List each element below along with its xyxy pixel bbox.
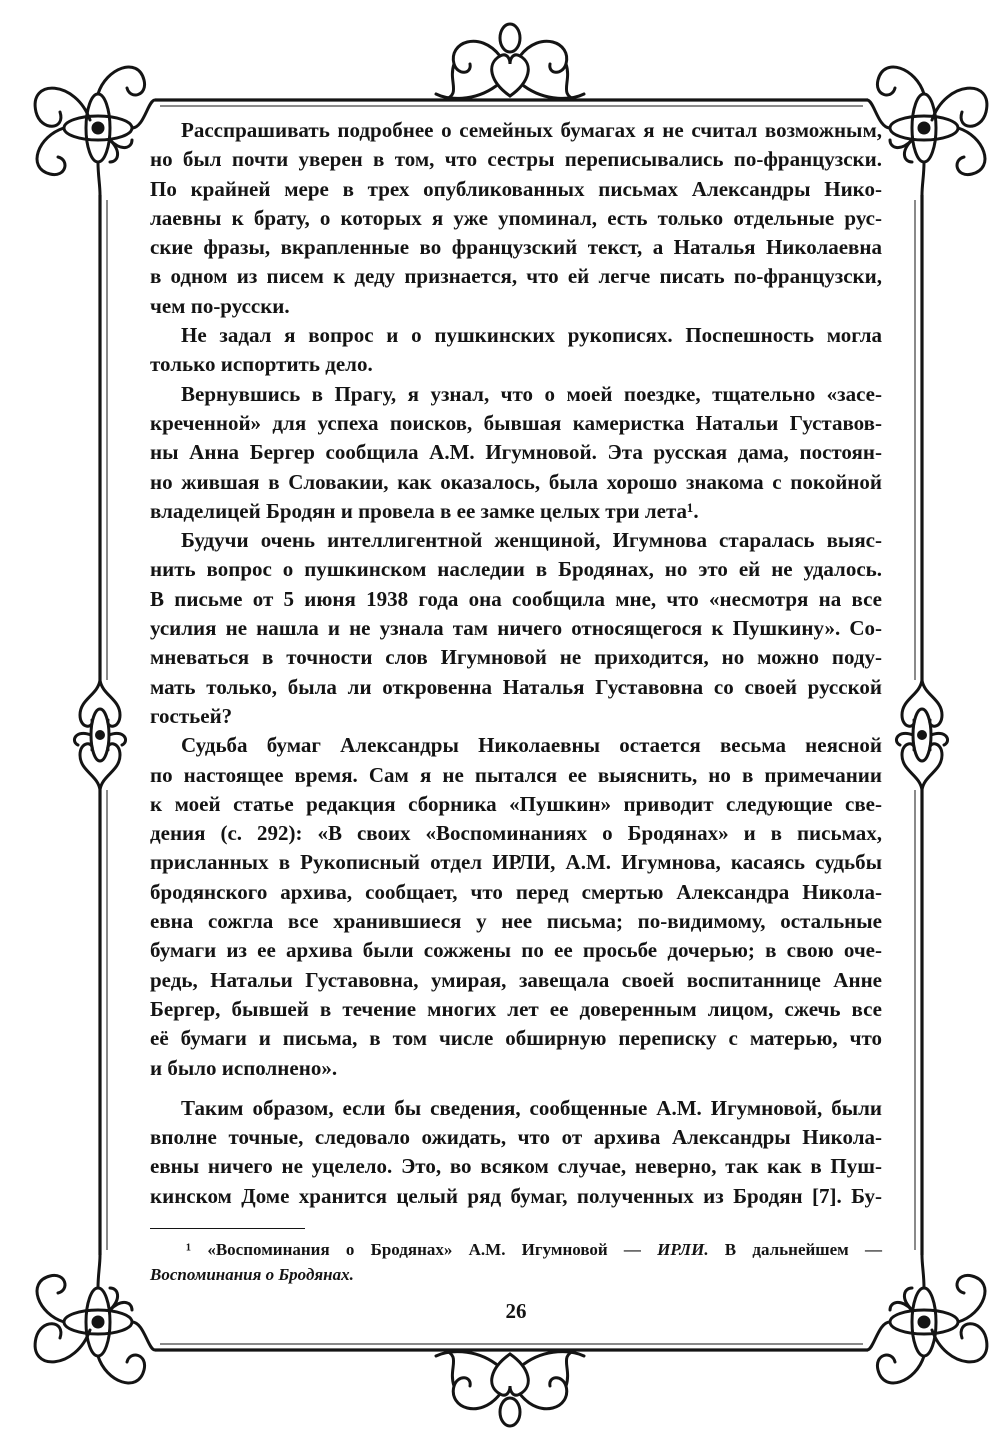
text-line: По крайней мере в трех опубликованных письмах Александры Нико- — [150, 176, 882, 201]
text-line: Расспрашивать подробнее о семейных бумагах я не считал возможным, — [181, 118, 882, 142]
footnote-text-italic: ИРЛИ. — [657, 1240, 709, 1259]
text-line: бумаги из ее архива были сожжены по ее просьбе дочерью; в свою оче- — [150, 938, 882, 963]
paragraph — [150, 321, 882, 380]
text-line: креченной» для успеха поисков, бывшая камеристка Натальи Густавов- — [150, 410, 882, 435]
footnote-marker: ¹ — [186, 1240, 192, 1259]
footnote-line — [150, 1237, 882, 1262]
text-line: усилия не нашла и не узнала там ничего относящегося к Пушкину». Со- — [150, 616, 882, 641]
text-line: Бергер, бывшей в течение многих лет ее доверенным лицом, сжечь все — [150, 996, 882, 1021]
text-line: редь, Натальи Густавовна, умирая, завещала своей воспитаннице Анне — [150, 967, 882, 992]
footnote-separator — [150, 1228, 305, 1229]
text-line: присланных в Рукописный отдел ИРЛИ, А.М. Игумнова, касаясь судьбы — [150, 850, 882, 875]
text-line: владелицей Бродян и провела в ее замке целых три лета¹. — [150, 498, 699, 523]
text-line: Таким образом, если бы сведения, сообщенные А.М. Игумновой, были — [181, 1095, 882, 1120]
text-line: Не задал я вопрос и о пушкинских рукописях. Поспешность могла — [181, 323, 882, 348]
text-line: ские фразы, вкрапленные во французский текст, а Наталья Николаевна — [150, 235, 882, 260]
text-line: гостьей? — [150, 703, 233, 728]
paragraph — [150, 116, 882, 321]
text-line: бродянского архива, сообщает, что перед смертью Александра Никола- — [150, 879, 882, 904]
text-line: к моей статье редакция сборника «Пушкин» приводит следующие све- — [150, 791, 882, 816]
text-line: но жившая в Словакии, как оказалось, была хорошо знакома с покойной — [150, 469, 882, 494]
text-line: мать только, была ли откровенна Наталья Густавовна со своей русской — [150, 674, 882, 699]
paragraph — [150, 731, 882, 1083]
text-line: дения (с. 292): «В своих «Воспоминаниях о Бродянах» и в письмах, — [150, 821, 882, 846]
text-line: Будучи очень интеллигентной женщиной, Игумнова старалась выяс- — [181, 528, 882, 553]
text-line: в одном из писем к деду признается, что ей легче писать по-французски, — [150, 264, 882, 289]
footnote-text: «Воспоминания о Бродянах» А.М. Игумновой — — [191, 1240, 658, 1259]
text-line: и было исполнено». — [150, 1055, 338, 1080]
footnote — [150, 1237, 882, 1287]
text-line: В письме от 5 июня 1938 года она сообщила мне, что «несмотря на все — [150, 586, 882, 611]
text-line: мневаться в точности слов Игумновой не приходится, но можно поду- — [150, 645, 882, 670]
text-line: по настоящее время. Сам я не пытался ее выяснить, но в примечании — [150, 762, 882, 787]
main-text — [150, 116, 882, 1211]
paragraph — [150, 380, 882, 526]
text-line: чем по-русски. — [150, 293, 290, 318]
text-line: евна сожгла все хранившиеся у нее письма; по-видимому, остальные — [150, 909, 882, 934]
text-line: вполне точные, следовало ожидать, что от архива Александры Никола- — [150, 1125, 882, 1150]
footnote-line: Воспоминания о Бродянах. — [150, 1265, 354, 1284]
text-line: евны ничего не уцелело. Это, во всяком случае, неверно, так как в Пуш- — [150, 1154, 882, 1179]
footnote-text: В дальнейшем — — [708, 1240, 882, 1259]
text-line: её бумаги и письма, в том числе обширную переписку с матерью, что — [150, 1026, 882, 1051]
text-line: Вернувшись в Прагу, я узнал, что о моей поездке, тщательно «засе- — [181, 381, 882, 406]
text-line: лаевны к брату, о которых я уже упоминал, есть только отдельные рус- — [150, 205, 882, 230]
text-line: Судьба бумаг Александры Николаевны остается весьма неясной — [181, 733, 882, 758]
text-line: только испортить дело. — [150, 352, 373, 377]
text-line: нить вопрос о пушкинском наследии в Бродянах, но это ей не удалось. — [150, 557, 882, 582]
text-line: кинском Доме хранится целый ряд бумаг, полученных из Бродян [7]. Бу- — [150, 1183, 882, 1208]
text-line: но был почти уверен в том, что сестры переписывались по-французски. — [150, 147, 882, 172]
paragraph — [150, 526, 882, 731]
paragraph — [150, 1094, 882, 1211]
text-line: ны Анна Бергер сообщила А.М. Игумновой. Эта русская дама, постоян- — [150, 440, 882, 465]
page-number: 26 — [505, 1299, 527, 1323]
